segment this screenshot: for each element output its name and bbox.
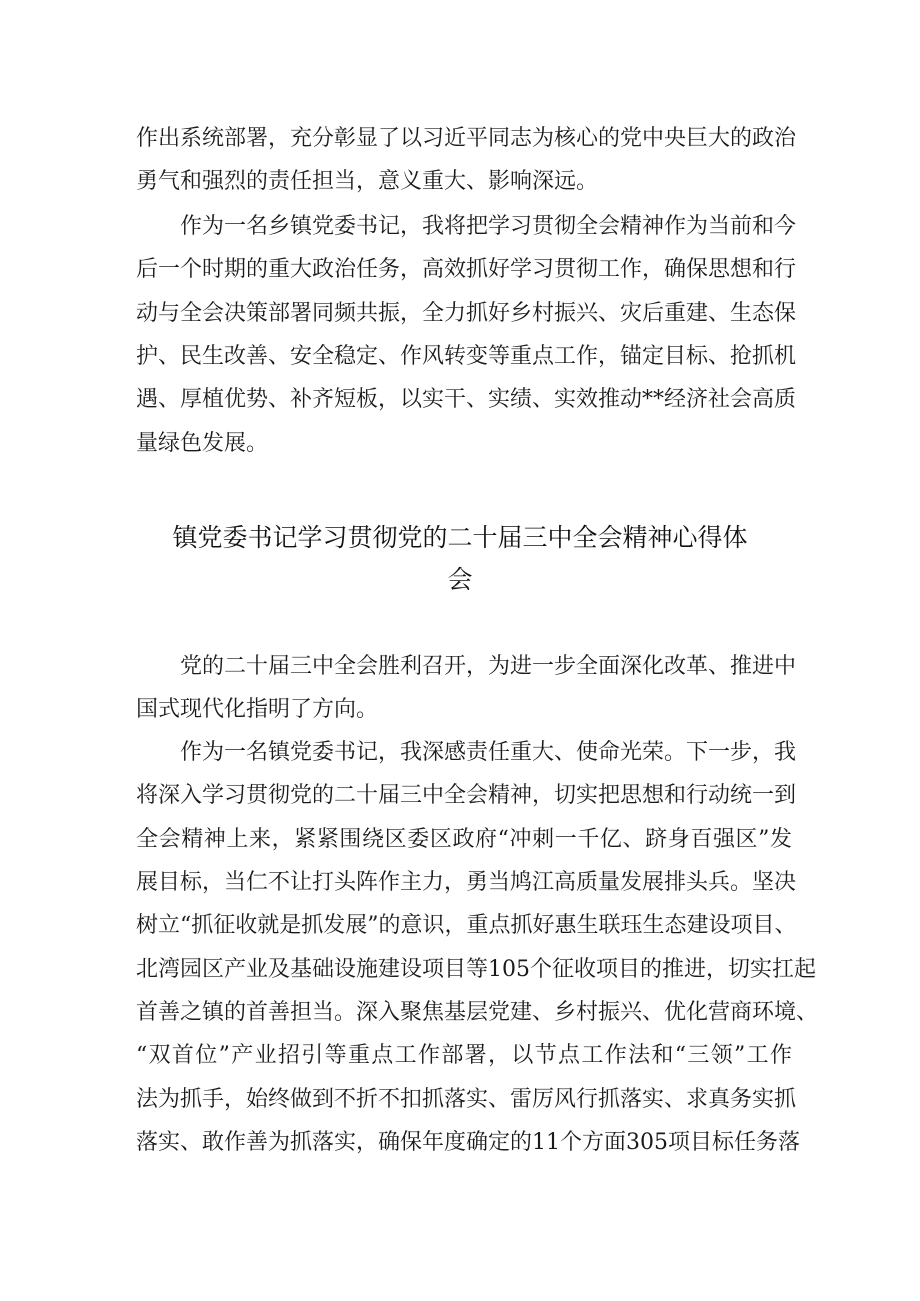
- paragraph-line: 护、民生改善、安全稳定、作风转变等重点工作，锚定目标、抢抓机: [136, 344, 797, 369]
- paragraph-main: [136, 736, 819, 1159]
- paragraph-line: 遇、厚植优势、补齐短板，以实干、实绩、实效推动**经济社会高质: [136, 387, 797, 412]
- paragraph-line: 量绿色发展。: [136, 431, 269, 456]
- paragraph-line: 落实、敢作善为抓落实，确保年度确定的11个方面305项目标任务落: [136, 1130, 800, 1155]
- paragraph-line: 作出系统部署，充分彰显了以习近平同志为核心的党中央巨大的政治: [136, 126, 797, 151]
- section-heading-line2: 会: [447, 565, 473, 594]
- paragraph-secretary: [136, 210, 797, 460]
- paragraph-line: 展目标，当仁不让打头阵作主力，勇当鸠江高质量发展排头兵。坚决: [136, 870, 797, 895]
- paragraph-line: 勇气和强烈的责任担当，意义重大、影响深远。: [136, 169, 599, 194]
- paragraph-line: 国式现代化指明了方向。: [136, 697, 379, 722]
- paragraph-line: 动与全会决策部署同频共振，全力抓好乡村振兴、灾后重建、生态保: [136, 301, 797, 326]
- paragraph-line: 法为抓手，始终做到不折不扣抓落实、雷厉风行抓落实、求真务实抓: [136, 1087, 797, 1112]
- paragraph-top: [136, 122, 797, 198]
- paragraph-line: 后一个时期的重大政治任务，高效抓好学习贯彻工作，确保思想和行: [136, 257, 797, 282]
- paragraph-line: 将深入学习贯彻党的二十届三中全会精神，切实把思想和行动统一到: [136, 783, 797, 808]
- paragraph-line: 全会精神上来，紧紧围绕区委区政府“冲刺一千亿、跻身百强区”发: [136, 827, 792, 852]
- paragraph-line: 作为一名乡镇党委书记，我将把学习贯彻全会精神作为当前和今: [180, 214, 797, 239]
- paragraph-line: 党的二十届三中全会胜利召开，为进一步全面深化改革、推进中: [180, 654, 797, 679]
- section-heading-line1: 镇党委书记学习贯彻党的二十届三中全会精神心得体: [172, 523, 748, 552]
- paragraph-line: 作为一名镇党委书记，我深感责任重大、使命光荣。下一步，我: [180, 740, 797, 765]
- paragraph-line: 首善之镇的首善担当。深入聚焦基层党建、乡村振兴、优化营商环境、: [136, 1000, 819, 1025]
- paragraph-line: 北湾园区产业及基础设施建设项目等105个征收项目的推进，切实扛起: [136, 957, 816, 982]
- paragraph-line: 树立“抓征收就是抓发展”的意识，重点抓好惠生联珏生态建设项目、: [136, 913, 797, 938]
- paragraph-intro: [136, 650, 797, 726]
- paragraph-line: “双首位”产业招引等重点工作部署，以节点工作法和“三领”工作: [136, 1043, 792, 1068]
